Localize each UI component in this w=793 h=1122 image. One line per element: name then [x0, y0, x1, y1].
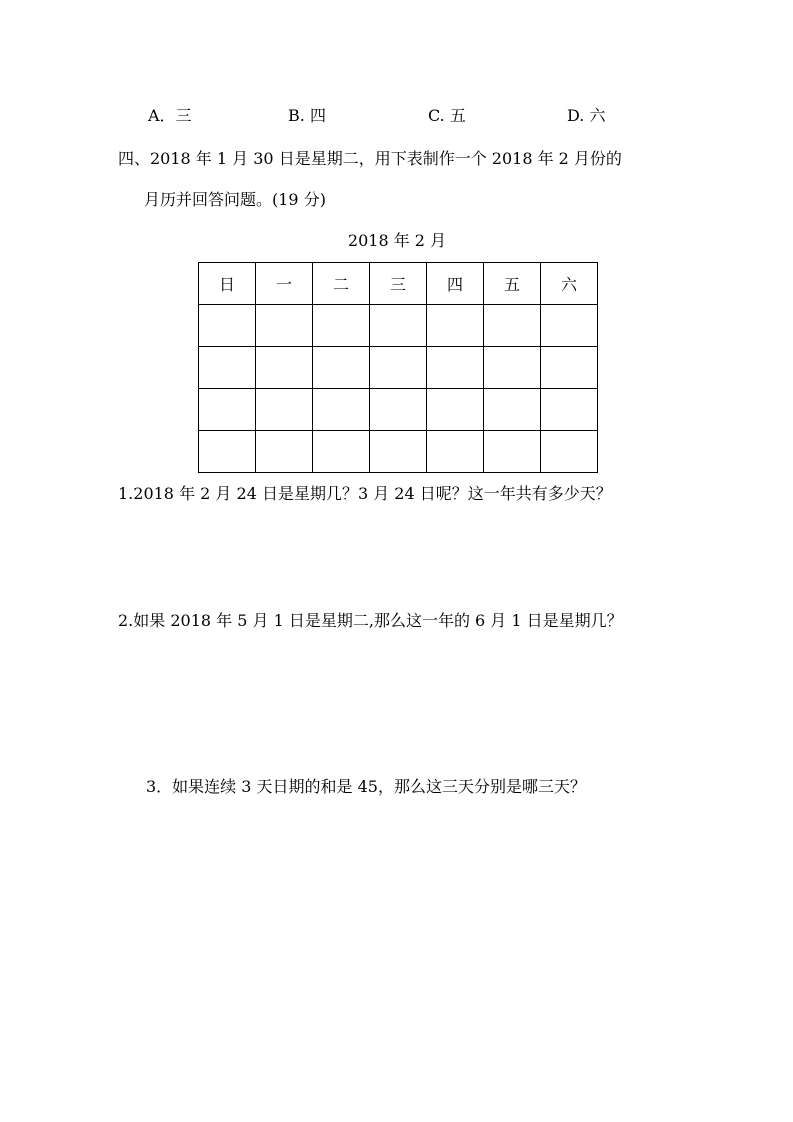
calendar-week-row [199, 431, 598, 473]
weekday-friday: 五 [484, 263, 541, 305]
subquestion-3: 3．如果连续 3 天日期的和是 45，那么这三天分别是哪三天？ [146, 777, 586, 796]
calendar-week-row [199, 347, 598, 389]
calendar-header-row [199, 263, 598, 305]
calendar-day-cell[interactable] [484, 389, 541, 431]
choice-text: 三 [175, 106, 192, 125]
subquestion-2: 2.如果 2018 年 5 月 1 日是星期二,那么这一年的 6 月 1 日是星期几？ [118, 611, 623, 630]
calendar-day-cell[interactable] [484, 347, 541, 389]
weekday-thursday: 四 [427, 263, 484, 305]
choice-text: 六 [589, 106, 606, 125]
calendar-day-cell[interactable] [199, 347, 256, 389]
calendar-day-cell[interactable] [484, 431, 541, 473]
calendar-table [198, 262, 598, 473]
choice-b [288, 108, 326, 124]
calendar-day-cell[interactable] [541, 347, 598, 389]
calendar-day-cell[interactable] [199, 305, 256, 347]
choice-c [428, 108, 466, 124]
calendar-day-cell[interactable] [427, 431, 484, 473]
calendar-day-cell[interactable] [256, 389, 313, 431]
calendar-day-cell[interactable] [313, 347, 370, 389]
choice-letter: C. [428, 106, 450, 125]
choice-d [567, 108, 605, 124]
calendar-week-row [199, 305, 598, 347]
weekday-monday: 一 [256, 263, 313, 305]
calendar-week-row [199, 389, 598, 431]
weekday-tuesday: 二 [313, 263, 370, 305]
choice-letter: B. [288, 106, 310, 125]
weekday-sunday: 日 [199, 263, 256, 305]
calendar-day-cell[interactable] [256, 305, 313, 347]
calendar-title: 2018 年 2 月 [347, 231, 447, 250]
calendar-day-cell[interactable] [541, 305, 598, 347]
calendar-day-cell[interactable] [370, 347, 427, 389]
calendar-day-cell[interactable] [256, 431, 313, 473]
choice-text: 四 [309, 106, 326, 125]
calendar-day-cell[interactable] [370, 305, 427, 347]
subquestion-1: 1.2018 年 2 月 24 日是星期几？3 月 24 日呢？这一年共有多少天？ [118, 484, 612, 503]
weekday-saturday: 六 [541, 263, 598, 305]
calendar-day-cell[interactable] [370, 431, 427, 473]
calendar-day-cell[interactable] [313, 389, 370, 431]
calendar-day-cell[interactable] [313, 431, 370, 473]
calendar-day-cell[interactable] [484, 305, 541, 347]
multiple-choice-options [0, 108, 793, 128]
calendar-day-cell[interactable] [199, 431, 256, 473]
calendar-day-cell[interactable] [199, 389, 256, 431]
calendar-day-cell[interactable] [541, 389, 598, 431]
question-4-prompt-line-2: 月历并回答问题。(19 分) [144, 190, 326, 209]
choice-text: 五 [449, 106, 466, 125]
calendar-day-cell[interactable] [427, 305, 484, 347]
calendar-day-cell[interactable] [427, 389, 484, 431]
weekday-wednesday: 三 [370, 263, 427, 305]
calendar-day-cell[interactable] [256, 347, 313, 389]
calendar-day-cell[interactable] [313, 305, 370, 347]
choice-letter: A． [148, 106, 176, 125]
choice-a [148, 108, 192, 124]
choice-letter: D. [567, 106, 590, 125]
calendar-day-cell[interactable] [427, 347, 484, 389]
calendar-day-cell[interactable] [370, 389, 427, 431]
question-4-prompt-line-1: 四、2018 年 1 月 30 日是星期二，用下表制作一个 2018 年 2 月份的 [118, 149, 622, 168]
calendar-day-cell[interactable] [541, 431, 598, 473]
